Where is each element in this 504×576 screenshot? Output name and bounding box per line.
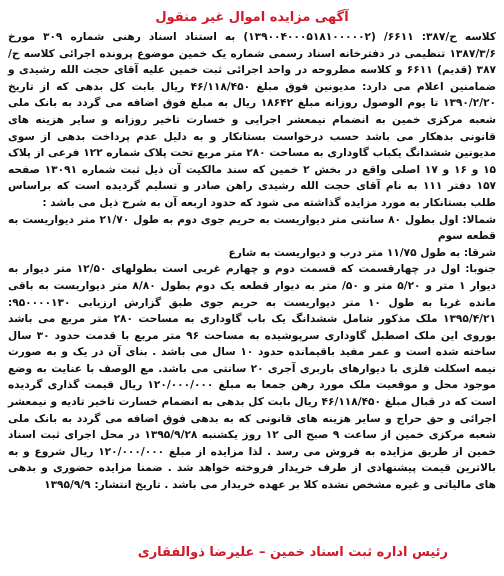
notice-paragraph-south: جنوبا: اول در چهارقسمت که قسمت دوم و چهارم غربی است بطولهای ۱۲/۵۰ متر دیوار به دیوار ۱ متر و ۵/۲۰ متر و ۵۰/ متر به دیوار قطعه یک دوم بطول ۸/۸۰ متر دیواریست به باقی مانده غربا به طول ۱۰ متر دیواریست به حریم جوی طبق گزارش ارزیابی ۹۵۰۰۰۰۱۳۰: ۱۳۹۵/۴/۲۱ ملک مذکور شامل ششدانگ یک باب گاوداری به مساحت ۲۸۰ متر مربع می باشد بوروی این ملک اصطبل گاوداری سرپوشیده به مساحت ۹۶ متر مربع با قدمت حدود ۳۰ سال ساخته شده است و عمر مفید باقیمانده حدود ۱۰ سال می باشد . بنای آن در یک و به صورت نیمه اسکلت فلزی با دیوارهای باربری آجری ۲۰ سانتی می باشد. مع الوصف با عنایت به وضع موجود محل و موقعیت ملک مورد رهن جمعا به مبلغ ۱۲۰/۰۰۰/۰۰۰ ریال قیمت گذاری گردیده است که در قبال مبلغ ۴۶/۱۱۸/۴۵۰ ریال بابت کل بدهی به انضمام خسارت تاخیر تادیه و نیمعشر اجرائی و حق حراج و سایر هزینه های قانونی که به بدهی فوق اضافه می گردد به بانک ملی شعبه مرکزی خمین از ساعت ۹ صبح الی ۱۲ روز یکشنبه ۱۳۹۵/۹/۲۸ در محل اجرای ثبت اسناد خمین از طریق مزایده به فروش می رسد . لذا مزایده از مبلغ ۱۲۰/۰۰۰/۰۰۰ ریال شروع و به بالاترین قیمت پیشنهادی از طرف خریدار فروخته خواهد شد . ضمنا مزایده حضوری و بدهی های مالیاتی و غیره مشخص نشده کلا بر عهده خریدار می باشد . تاریخ انتشار: ۱۳۹۵/۹/۹ xyxy=(8,263,497,492)
notice-paragraph-north: شمالا: اول بطول ۸۰ سانتی متر دیواریست به حریم جوی دوم به طول ۲۱/۷۰ متر دیواریست به قطعه سوم xyxy=(8,213,496,243)
notice-title: آگهی مزایده اموال غیر منقول xyxy=(155,10,349,25)
notice-paragraph-east: شرقا: به طول ۱۱/۷۵ متر درب و دیواریست به شارع xyxy=(228,246,496,259)
notice-body xyxy=(8,29,496,494)
notice-signature: رئیس اداره ثبت اسناد خمین – علیرضا ذوالفقاری xyxy=(137,545,448,560)
notice-paragraph-intro: کلاسه ح/۳۸۷: ۶۶۱۱/ (۱۳۹۰۰۴۰۰۰۵۱۸۱۰۰۰۰۰۲) به استناد اسناد رهنی شماره ۳۰۹ مورخ ۱۳۸۷/۳/۶ تنظیمی در دفترخانه اسناد رسمی شماره یک خمین موضوع پرونده اجرائی کلاسه ح/۳۸۷ (قدیم) ۶۶۱۱ و کلاسه مطروحه در واحد اجرائی ثبت خمین علیه آقای حجت الله رشیدی و ضمامنین اعلام می دارد: مدیونین فوق مبلغ ۴۶/۱۱۸/۴۵۰ ریال بابت کل بدهی که از تاریخ ۱۳۹۰/۲/۲۰ تا یوم الوصول روزانه مبلغ ۱۸۶۴۲ ریال به مبلغ فوق اضافه می گردد به بانک ملی شعبه مرکزی خمین به انضمام نیمعشر اجرایی و خسارت تاخیر روزانه و سایر هزینه های قانونی بدهکار می باشد حسب درخواست بستانکار و به دلیل عدم پرداخت بدهی از سوی مدیونین ششدانگ یکباب گاوداری به مساحت ۲۸۰ متر مربع تحت پلاک شماره ۱۲۲ فرعی از پلاک ۱۵ و ۱۶ و ۱۷ اصلی واقع در بخش ۲ خمین که سند مالکیت آن ذیل ثبت شماره ۱۳۰۹۱ صفحه ۱۵۷ دفتر ۱۱۱ به نام آقای حجت الله رشیدی راهن صادر و تسلیم گردیده است که براساس طلب بستانکار به مورد مزایده گذاشته می شود که حدود اربعه آن به شرح ذیل می باشد : xyxy=(8,31,497,209)
